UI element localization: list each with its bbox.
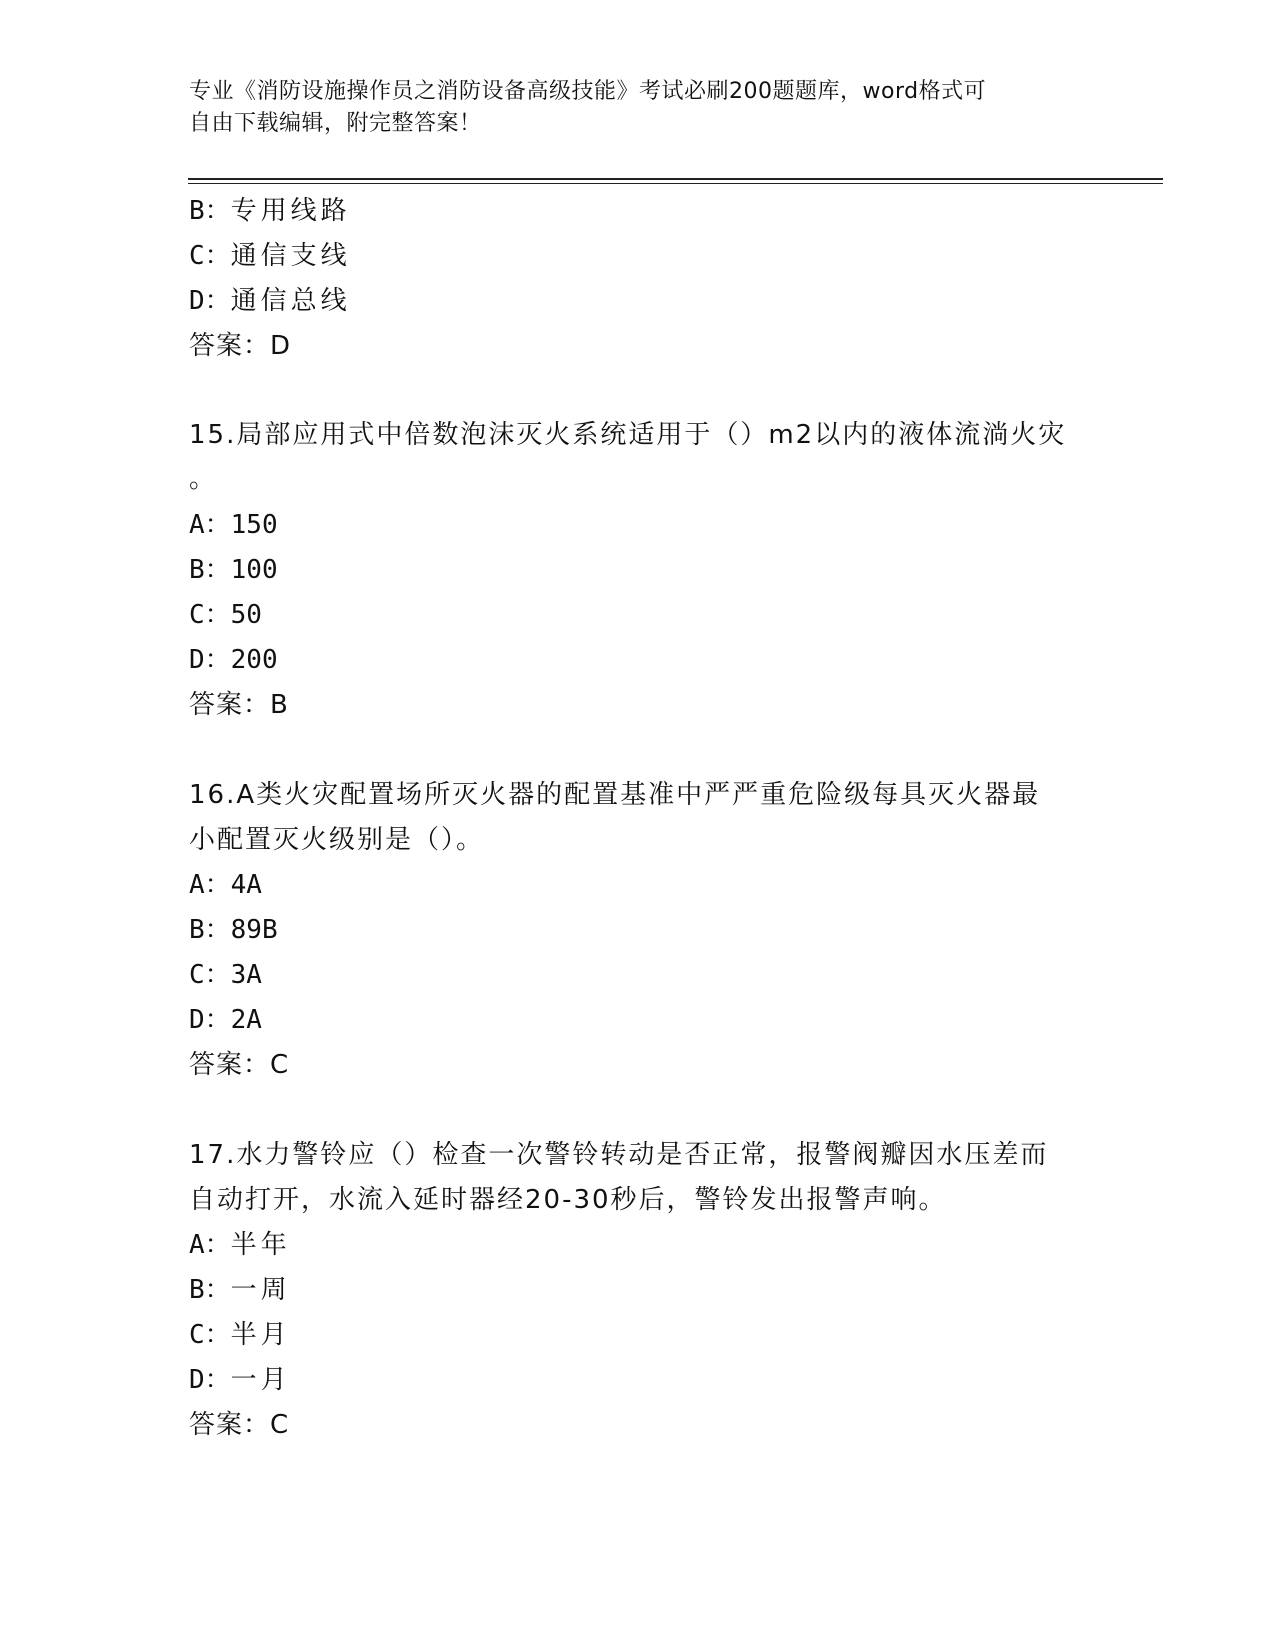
question-16-option-b: B：89B <box>189 915 278 945</box>
question-17-option-b: B：一周 <box>189 1275 291 1305</box>
question-15-option-d: D：200 <box>189 645 278 675</box>
question-17-stem-line-2: 自动打开，水流入延时器经20-30秒后，警铃发出报警声响。 <box>189 1185 947 1215</box>
header-divider-thick <box>188 178 1163 180</box>
document-header <box>189 76 1089 140</box>
question-15-stem-line-1: 15.局部应用式中倍数泡沫灭火系统适用于（）m2以内的液体流淌火灾 <box>189 420 1067 450</box>
option-c: C：通信支线 <box>189 241 351 271</box>
option-b: B：专用线路 <box>189 196 351 226</box>
question-15-stem-line-2: 。 <box>189 464 218 494</box>
header-divider-thin <box>188 183 1163 184</box>
question-16-option-c: C：3A <box>189 960 262 990</box>
question-17-stem-line-1: 17.水力警铃应（）检查一次警铃转动是否正常，报警阀瓣因水压差而 <box>189 1140 1049 1170</box>
question-15-option-b: B：100 <box>189 555 278 585</box>
question-17-option-d: D：一月 <box>189 1365 291 1395</box>
question-17-option-c: C：半月 <box>189 1320 291 1350</box>
question-15-option-c: C：50 <box>189 600 262 630</box>
question-17-answer: 答案：C <box>189 1410 290 1440</box>
question-15-option-a: A：150 <box>189 510 278 540</box>
header-line-1: 专业《消防设施操作员之消防设备高级技能》考试必刷200题题库，word格式可 <box>189 79 987 104</box>
question-16-option-a: A：4A <box>189 870 262 900</box>
question-16-stem-line-2: 小配置灭火级别是（）。 <box>189 825 485 855</box>
question-17-option-a: A：半年 <box>189 1230 291 1260</box>
question-16-stem-line-1: 16.A类火灾配置场所灭火器的配置基准中严严重危险级每具灭火器最 <box>189 780 1041 810</box>
question-16-option-d: D：2A <box>189 1005 262 1035</box>
question-16-answer: 答案：C <box>189 1050 290 1080</box>
option-d: D：通信总线 <box>189 286 351 316</box>
header-line-2: 自由下载编辑，附完整答案！ <box>189 111 482 136</box>
answer-line: 答案：D <box>189 331 292 361</box>
question-15-answer: 答案：B <box>189 690 289 720</box>
